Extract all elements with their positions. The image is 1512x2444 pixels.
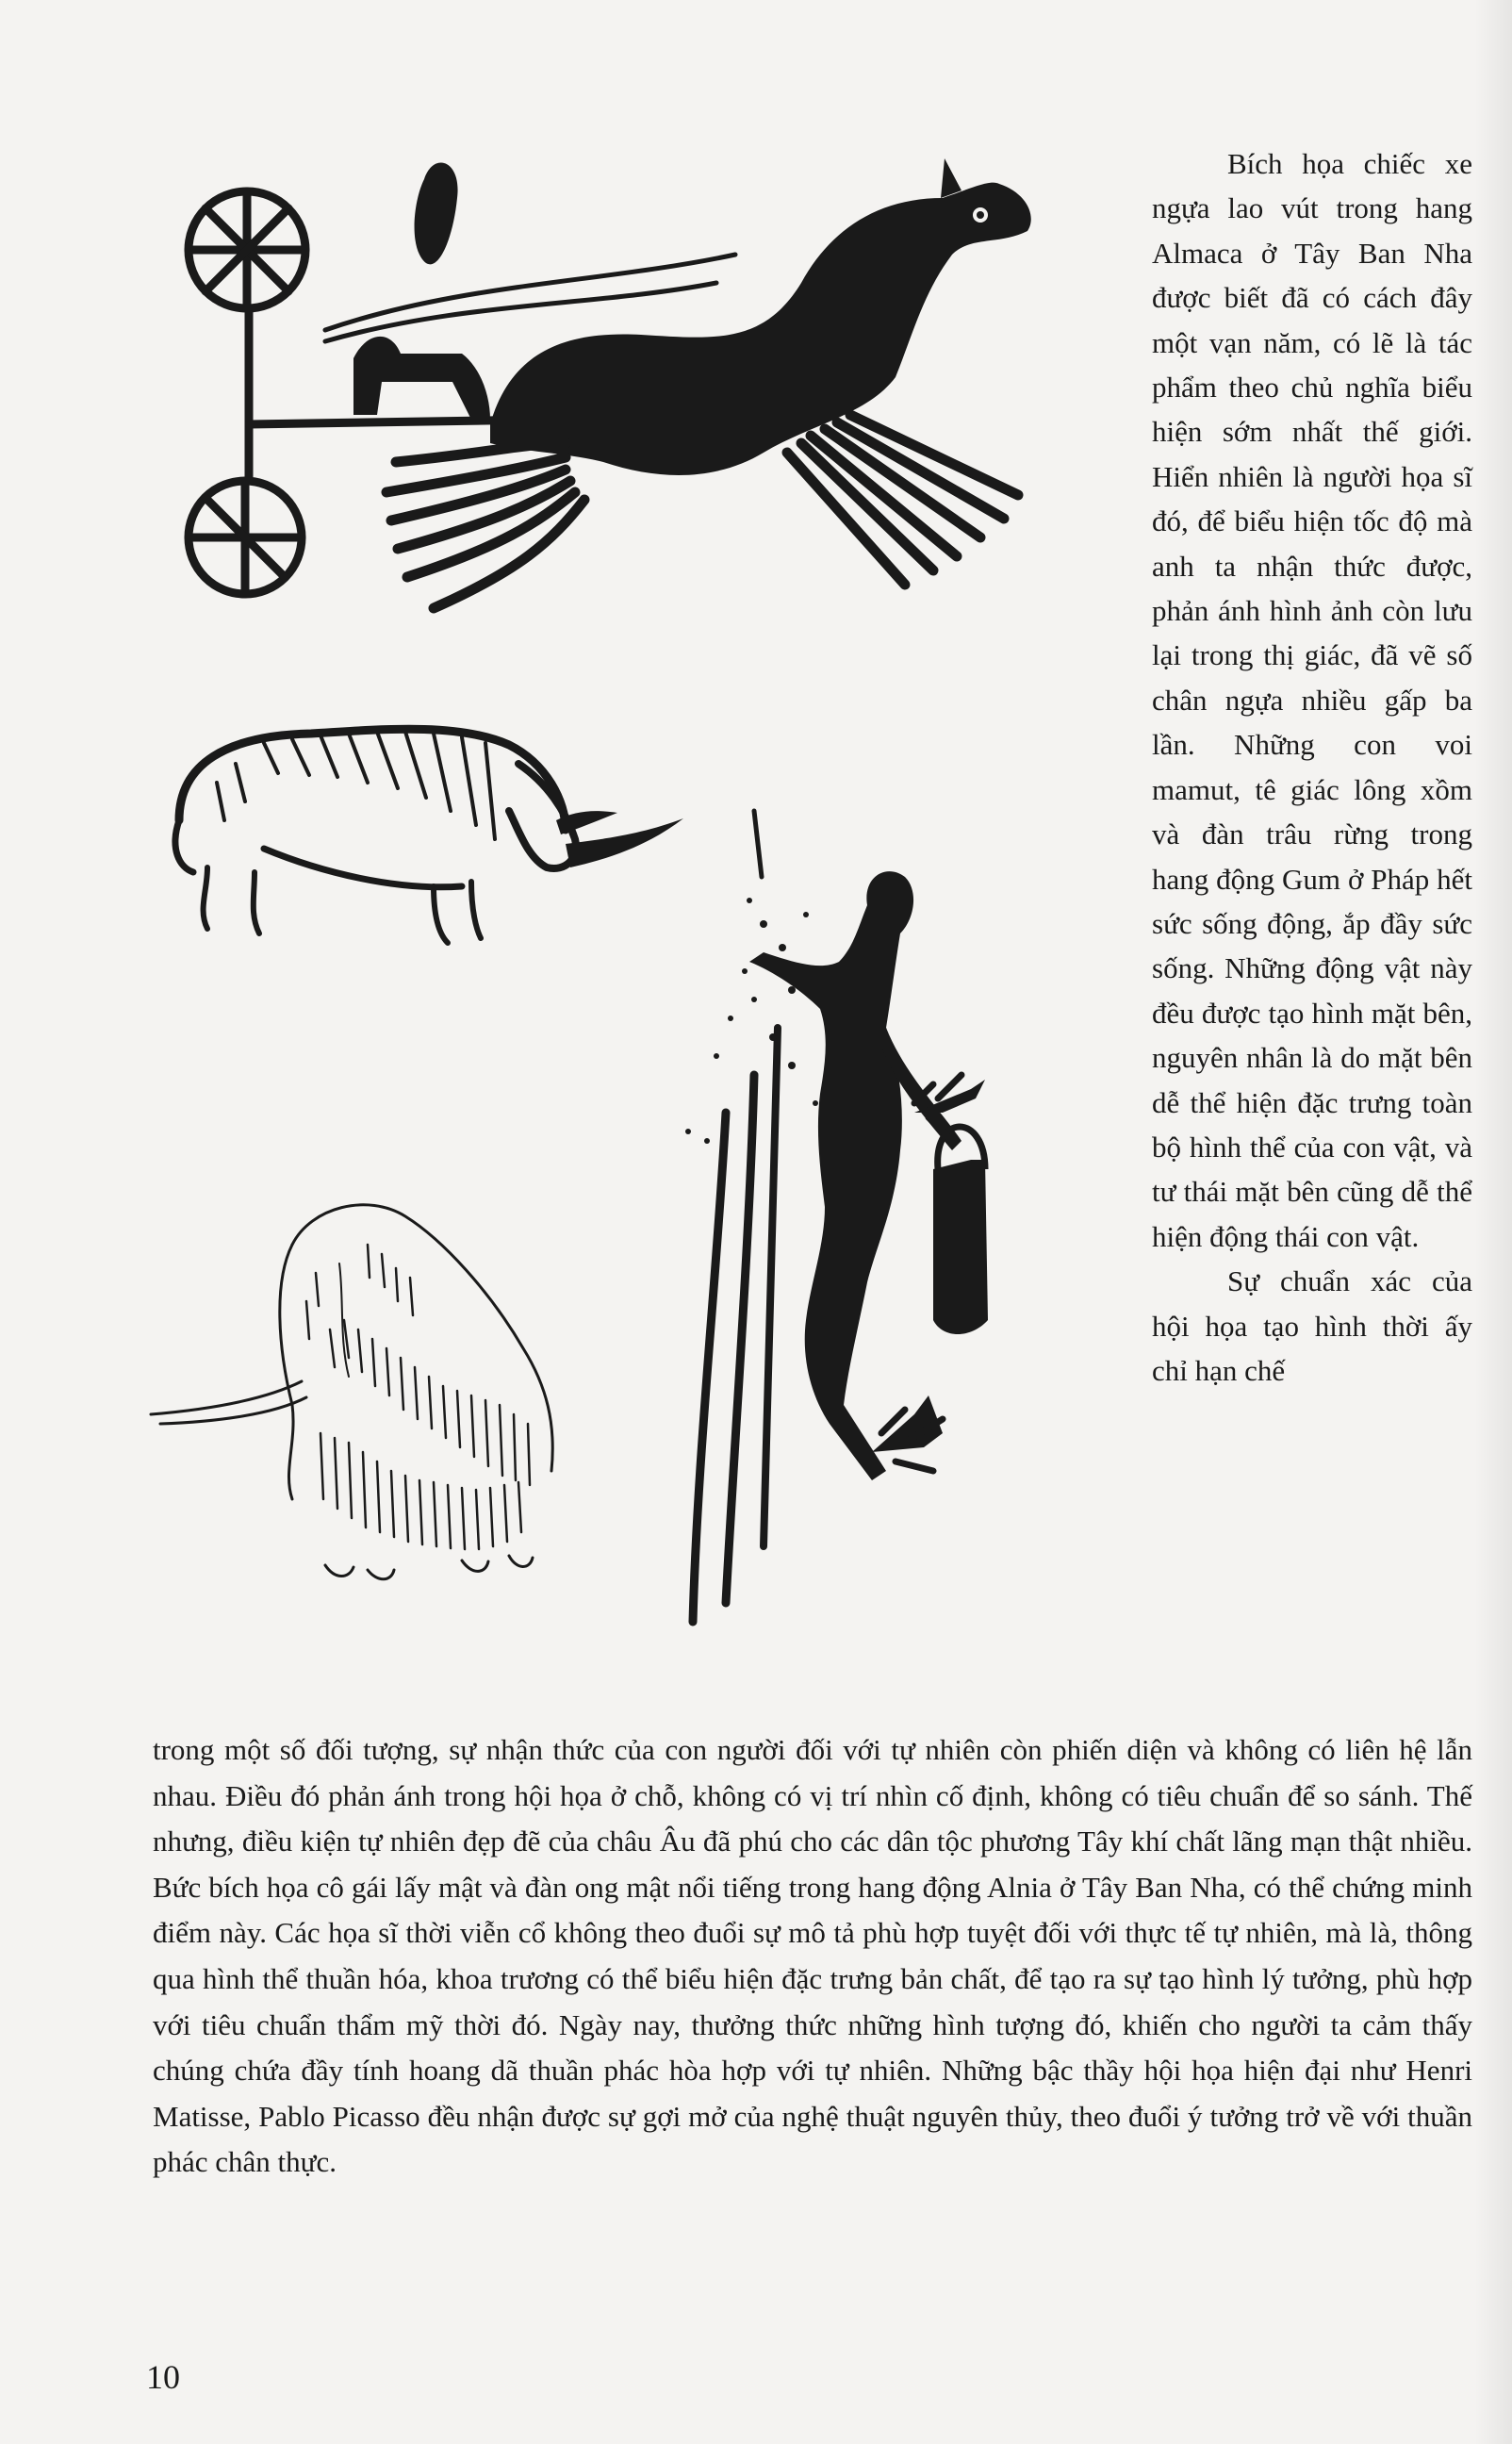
page-number: 10: [146, 2358, 180, 2396]
bottom-paragraph: trong một số đối tượng, sự nhận thức của con người đối với tự nhiên còn phiến diện và không có liên hệ lẫn nhau. Điều đó phản ánh trong hội họa ở chỗ, không có vị trí nhìn cố định, không có tiêu chuẩn để so sánh. Thế nhưng, điều kiện tự nhiên đẹp đẽ của châu Âu đã phú cho các dân tộc phương Tây khí chất lãng mạn thật nhiều. Bức bích họa cô gái lấy mật và đàn ong mật nổi tiếng trong hang động Alnia ở Tây Ban Nha, có thể chứng minh điểm này. Các họa sĩ thời viễn cổ không theo đuổi sự mô tả phù hợp tuyệt đối với thực tế tự nhiên, mà là, thông qua hình thể thuần hóa, khoa trương có thể biểu hiện đặc trưng bản chất, để tạo ra sự tạo hình lý tưởng, phù hợp với tiêu chuẩn thẩm mỹ thời đó. Ngày nay, thưởng thức những hình tượng đó, khiến cho người ta cảm thấy chúng chứa đầy tính hoang dã thuần phác hòa hợp với tự nhiên. Những bậc thầy hội họa hiện đại như Henri Matisse, Pablo Picasso đều nhận được sự gợi mở của nghệ thuật nguyên thủy, theo đuổi ý tưởng trở về với thuần phác chân thực.: [153, 1733, 1472, 2179]
side-column-text: [1152, 141, 1472, 1393]
page-edge-shadow: [1474, 0, 1512, 2444]
woolly-mammoth-drawing: [151, 1188, 603, 1584]
chariot-horse-drawing: [151, 141, 1046, 669]
honey-gatherer-drawing: [660, 717, 1056, 1622]
cave-paintings-illustration: [132, 123, 1131, 1631]
woolly-rhinoceros-drawing: [151, 707, 698, 952]
side-paragraph-2: Sự chuẩn xác của hội họa tạo hình thời ấy chỉ hạn chế: [1152, 1264, 1472, 1387]
side-paragraph-1: Bích họa chiếc xe ngựa lao vút trong hang Almaca ở Tây Ban Nha được biết đã có cách đây một vạn năm, có lẽ là tác phẩm theo chủ nghĩa biểu hiện sớm nhất thế giới. Hiển nhiên là người họa sĩ đó, để biểu hiện tốc độ mà anh ta nhận thức được, phản ánh hình ảnh còn lưu lại trong thị giác, đã vẽ số chân ngựa nhiều gấp ba lần. Những con voi mamut, tê giác lông xồm và đàn trâu rừng trong hang động Gum ở Pháp hết sức sống động, ắp đầy sức sống. Những động vật này đều được tạo hình mặt bên, nguyên nhân là do mặt bên dễ thể hiện đặc trưng toàn bộ hình thể của con vật, và tư thái mặt bên cũng dễ thể hiện động thái con vật.: [1152, 147, 1472, 1253]
